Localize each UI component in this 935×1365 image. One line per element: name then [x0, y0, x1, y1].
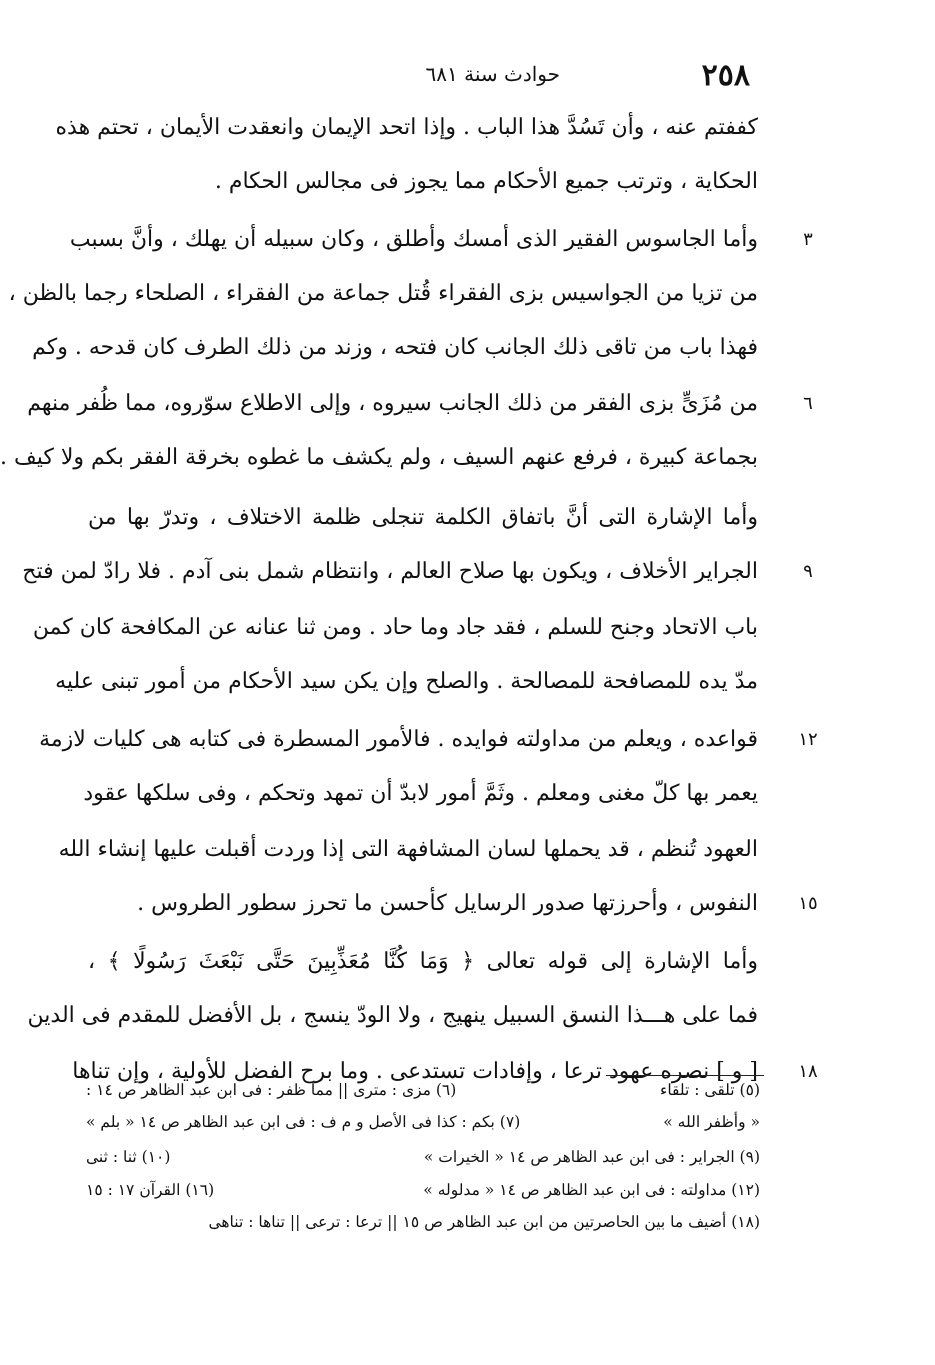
- page-number: ٢٥٨: [701, 58, 750, 93]
- footnote-entry: (٦) مزى : مترى || مما ظفر : فى ابن عبد الظاهر ص ١٤ :: [86, 1081, 457, 1099]
- page-header: [330, 58, 750, 98]
- text-line: [ و ] نصره عهود ترعا ، وإفادات تستدعى . وما برح الفضل للأولية ، وإن تناها: [72, 1059, 758, 1084]
- text-line: فما على هـــذا النسق السبيل ينهيج ، ولا الودّ ينسج ، بل الأفضل للمقدم فى الدين: [27, 1003, 758, 1028]
- line-number: ٩: [803, 561, 813, 582]
- line-number: ١٥: [798, 893, 818, 914]
- footnote-line: [86, 1074, 760, 1106]
- footnote-entry: « وأظفر الله »: [663, 1113, 760, 1131]
- text-line: باب الاتحاد وجنح للسلم ، فقد جاد وما حاد . ومن ثنا عنانه عن المكافحة كان كمن: [32, 615, 758, 640]
- text-line: يعمر بها كلّ مغنى ومعلم . وثَمَّ أمور لابدّ أن تمهد وتحكم ، وفى سلكها عقود: [83, 781, 758, 806]
- footnote-entry: (٩) الجراير : فى ابن عبد الظاهر ص ١٤ « الخيرات »: [423, 1148, 760, 1166]
- footnote-entry: (٧) بكم : كذا فى الأصل و م ف : فى ابن عبد الظاهر ص ١٤ « بلم »: [86, 1113, 521, 1131]
- footnote-line: [86, 1106, 760, 1138]
- text-line: كففتم عنه ، وأن تَسُدَّ هذا الباب . وإذا اتحد الإيمان وانعقدت الأيمان ، تحتم هذه: [55, 115, 758, 140]
- running-title: حوادث سنة ٦٨١: [425, 62, 560, 86]
- footnote-entry: (١٢) مداولته : فى ابن عبد الظاهر ص ١٤ « مدلوله »: [423, 1181, 760, 1199]
- text-line: من مُزَىٍّ بزى الفقر من ذلك الجانب سيروه ، وإلى الاطلاع سوّروه، مما ظُفر منهم: [27, 391, 758, 416]
- footnote-entry: (١٠) ثنا : ثنى: [86, 1148, 171, 1166]
- footnote-line: [86, 1141, 760, 1173]
- text-line: قواعده ، ويعلم من مداولته فوايده . فالأمور المسطرة فى كتابه هى كليات لازمة: [39, 727, 758, 752]
- text-line: الجراير الأخلاف ، ويكون بها صلاح العالم ، وانتظام شمل بنى آدم . فلا رادّ لمن فتح: [22, 559, 758, 584]
- text-line: النفوس ، وأحرزتها صدور الرسايل كأحسن ما تحرز سطور الطروس .: [137, 891, 758, 916]
- text-line: مدّ يده للمصافحة للمصالحة . والصلح وإن يكن سيد الأحكام من أمور تبنى عليه: [55, 669, 758, 694]
- footnote-line: [86, 1206, 760, 1238]
- text-line: العهود تُنظم ، قد يحملها لسان المشافهة التى إذا وردت أقبلت عليها إنشاء الله: [58, 837, 758, 862]
- text-line: من تزيا من الجواسيس بزى الفقراء قُتل جماعة من الفقراء ، الصلحاء رجما بالظن ،: [8, 281, 758, 306]
- line-number: ٣: [803, 229, 813, 250]
- line-number: ١٨: [798, 1061, 818, 1082]
- line-number: ١٢: [798, 729, 818, 750]
- line-number: ٦: [803, 393, 813, 414]
- text-line: وأما الإشارة إلى قوله تعالى ﴿ وَمَا كُنَّا مُعَذِّبِينَ حَتَّى نَبْعَثَ رَسُولًا ﴾ ،: [88, 949, 758, 974]
- footnote-entry: (١٦) القرآن ١٧ : ١٥: [86, 1181, 215, 1199]
- text-line: وأما الجاسوس الفقير الذى أمسك وأطلق ، وكان سبيله أن يهلك ، وأنَّ بسبب: [69, 227, 758, 252]
- text-line: وأما الإشارة التى أنَّ باتفاق الكلمة تنجلى ظلمة الاختلاف ، وتدرّ بها من: [88, 505, 758, 530]
- footnote-line: [86, 1174, 760, 1206]
- text-line: فهذا باب من تاقى ذلك الجانب كان فتحه ، وزند من ذلك الطرف كان قدحه . وكم: [32, 335, 758, 360]
- text-line: بجماعة كبيرة ، فرفع عنهم السيف ، ولم يكشف ما غطوه بخرقة الفقر بكم ولا كيف .: [0, 445, 758, 470]
- footnote-entry: (٥) تلقى : تلقاء: [660, 1081, 760, 1099]
- footnote-entry: (١٨) أضيف ما بين الحاصرتين من ابن عبد الظاهر ص ١٥ || ترعا : ترعى || تناها : تناهى: [208, 1213, 760, 1231]
- text-line: الحكاية ، وترتب جميع الأحكام مما يجوز فى مجالس الحكام .: [214, 169, 758, 194]
